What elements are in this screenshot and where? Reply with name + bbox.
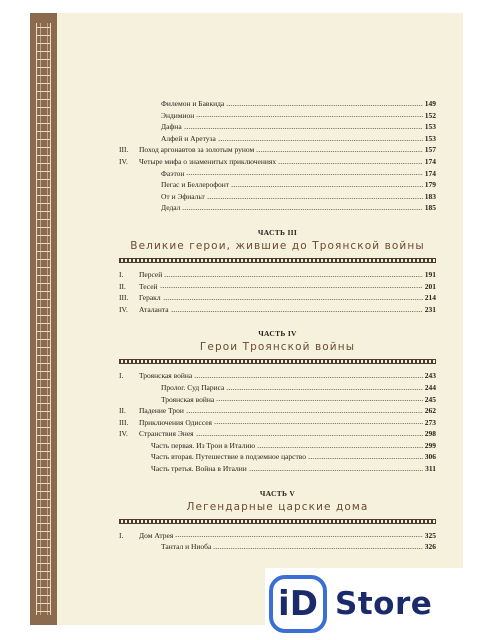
entry-page-number: 179 [424, 180, 436, 190]
entry-title: Пролог. Суд Париса [161, 382, 225, 392]
entry-page-number: 306 [424, 452, 436, 462]
entry-title: Алфей и Аретуза [161, 133, 216, 143]
table-of-contents [119, 98, 436, 553]
toc-entry [119, 269, 436, 281]
entry-title: Филемон и Бавкида [161, 99, 225, 108]
entry-title: От и Эфиальт [161, 191, 205, 201]
entry-title: Тантал и Ниоба [161, 542, 212, 552]
dot-leader [257, 447, 423, 448]
entry-page-number: 185 [424, 203, 436, 213]
dot-leader [196, 116, 422, 117]
dot-leader [278, 163, 423, 164]
entry-title: Дом Атрея [139, 530, 174, 540]
ornamental-rule [119, 359, 436, 364]
toc-entry [119, 292, 436, 304]
part-3-entries [119, 269, 436, 315]
decorative-border [30, 13, 57, 625]
part-4-heading [119, 329, 436, 355]
toc-entry [119, 440, 436, 452]
entry-page-number: 157 [424, 145, 436, 155]
dot-leader [218, 140, 423, 141]
entry-page-number: 244 [424, 382, 436, 392]
toc-entry [119, 168, 436, 180]
entry-page-number: 298 [424, 429, 436, 439]
entry-title: Часть вторая. Путешествие в подземное царство [151, 452, 307, 462]
dot-leader [186, 174, 422, 175]
entry-number: I. [119, 371, 124, 381]
part-5-heading [119, 489, 436, 515]
entry-page-number: 153 [424, 122, 436, 132]
dot-leader [160, 287, 423, 288]
toc-entry [119, 191, 436, 203]
part-title: Великие герои, жившие до Троянской войны [130, 239, 425, 252]
toc-entry [119, 144, 436, 156]
entry-page-number: 183 [424, 191, 436, 201]
dot-leader [194, 377, 423, 378]
dot-leader [186, 412, 423, 413]
dot-leader [308, 458, 423, 459]
toc-entry [119, 428, 436, 440]
top-entries [119, 98, 436, 214]
toc-entry [119, 133, 436, 145]
entry-title: Дедал [161, 203, 181, 213]
dot-leader [175, 536, 422, 537]
entry-page-number: 326 [424, 542, 436, 552]
entry-page-number: 325 [424, 530, 436, 540]
dot-leader [207, 198, 423, 199]
entry-page-number: 153 [424, 133, 436, 143]
logo-letter-i: i [278, 584, 290, 624]
entry-number: III. [119, 417, 129, 427]
entry-page-number: 201 [424, 281, 436, 291]
store-watermark-logo [265, 568, 493, 640]
entry-number: II. [119, 406, 126, 416]
toc-entry [119, 370, 436, 382]
book-page [30, 13, 463, 625]
entry-number: II. [119, 281, 126, 291]
dot-leader [171, 311, 423, 312]
part-title: Герои Троянской войны [199, 341, 356, 354]
entry-page-number: 174 [424, 156, 436, 166]
entry-page-number: 174 [424, 168, 436, 178]
toc-entry [119, 202, 436, 214]
part-4-entries [119, 370, 436, 474]
toc-entry [119, 394, 436, 406]
entry-title: Аталанта [139, 304, 169, 314]
dot-leader [184, 128, 423, 129]
entry-number: IV. [119, 429, 128, 439]
dot-leader [216, 400, 423, 401]
toc-entry [119, 304, 436, 316]
dot-leader [226, 389, 422, 390]
entry-page-number: 149 [424, 99, 436, 108]
toc-entry [119, 281, 436, 293]
entry-number: IV. [119, 156, 128, 166]
ornamental-rule [119, 519, 436, 524]
entry-title: Тесей [139, 281, 158, 291]
entry-page-number: 214 [424, 293, 436, 303]
toc-entry [119, 405, 436, 417]
dot-leader [164, 276, 422, 277]
toc-entry [119, 541, 436, 553]
part-3-heading [119, 228, 436, 254]
dot-leader [213, 548, 422, 549]
entry-title: Пегас и Беллерофонт [161, 180, 230, 190]
store-logo-badge [269, 575, 327, 633]
entry-title: Дафна [161, 122, 182, 132]
entry-page-number: 245 [424, 394, 436, 404]
dot-leader [163, 299, 423, 300]
toc-entry [119, 110, 436, 122]
entry-page-number: 231 [424, 304, 436, 314]
part-label: ЧАСТЬ III [257, 227, 298, 237]
part-5-entries [119, 530, 436, 553]
toc-entry [119, 451, 436, 463]
entry-title: Троянская война [139, 371, 193, 381]
entry-title: Эндимион [161, 110, 195, 120]
entry-number: III. [119, 293, 129, 303]
entry-page-number: 299 [424, 440, 436, 450]
toc-entry [119, 417, 436, 429]
dot-leader [256, 151, 422, 152]
entry-number: III. [119, 145, 129, 155]
entry-title: Часть первая. Из Трои в Италию [151, 440, 256, 450]
entry-page-number: 273 [424, 417, 436, 427]
greek-key-ornament [36, 23, 51, 615]
toc-entry [119, 382, 436, 394]
entry-number: I. [119, 530, 124, 540]
entry-title: Приключения Одиссея [139, 417, 213, 427]
entry-title: Троянская война [161, 394, 215, 404]
entry-number: IV. [119, 304, 128, 314]
toc-entry [119, 121, 436, 133]
entry-title: Падение Трои [139, 406, 184, 416]
entry-title: Часть третья. Война в Италии [151, 464, 247, 474]
entry-page-number: 152 [424, 110, 436, 120]
entry-page-number: 311 [425, 464, 436, 474]
dot-leader [226, 105, 422, 106]
entry-title: Поход аргонавтов за золотым руном [139, 145, 255, 155]
toc-entry [119, 98, 436, 110]
entry-title: Четыре мифа о знаменитых приключениях [139, 156, 277, 166]
part-label: ЧАСТЬ IV [258, 329, 297, 339]
dot-leader [182, 209, 422, 210]
entry-page-number: 191 [424, 269, 436, 279]
toc-entry [119, 463, 436, 475]
part-title: Легендарные царские дома [186, 500, 369, 513]
entry-title: Персей [139, 269, 163, 279]
part-label: ЧАСТЬ V [259, 488, 296, 498]
entry-title: Странствия Энея [139, 429, 194, 439]
dot-leader [196, 435, 423, 436]
logo-letter-d: D [289, 584, 318, 624]
ornamental-rule [119, 258, 436, 263]
toc-entry [119, 179, 436, 191]
entry-number: I. [119, 269, 124, 279]
toc-entry [119, 156, 436, 168]
entry-page-number: 243 [424, 371, 436, 381]
store-logo-text: Store [335, 586, 433, 622]
entry-title: Геракл [139, 293, 161, 303]
dot-leader [214, 423, 423, 424]
dot-leader [231, 186, 423, 187]
entry-page-number: 262 [424, 406, 436, 416]
toc-entry [119, 530, 436, 542]
dot-leader [249, 470, 423, 471]
entry-title: Фаэтон [161, 168, 185, 178]
